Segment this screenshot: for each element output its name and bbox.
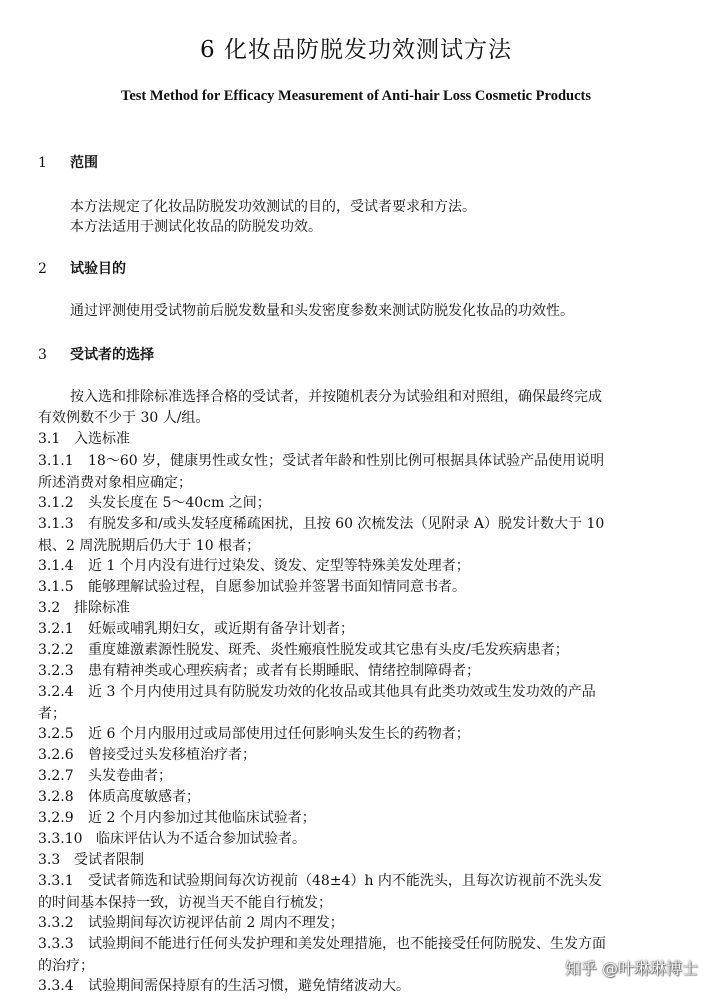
list-item-3-1-4 [38, 555, 678, 577]
section-number: 2 [38, 261, 47, 277]
section-3-intro-line-1: 按入选和排除标准选择合格的受试者，并按随机表分为试验组和对照组，确保最终完成 [70, 389, 602, 405]
list-item-3-3-10 [38, 828, 678, 850]
section-2-heading [38, 258, 126, 280]
item-number: 3.1.2 [38, 495, 74, 511]
item-number: 3.3.10 [38, 831, 83, 847]
item-text-line-1: 近 1 个月内没有进行过染发、烫发、定型等特殊美发处理者； [88, 558, 470, 574]
subsection-title: 入选标准 [74, 431, 130, 447]
item-text-line-2: 根、2 周洗脱期后仍大于 10 根者； [38, 538, 261, 554]
item-text-line-1: 体质高度敏感者； [88, 789, 200, 805]
section-1-paragraph-2: 本方法适用于测试化妆品的防脱发功效。 [70, 219, 322, 235]
item-text-line-2: 的时间基本保持一致，访视当天不能自行梳发； [38, 895, 332, 911]
list-item-3-2-8 [38, 786, 678, 808]
item-number: 3.3.2 [38, 915, 74, 931]
item-text-line-1: 受试者筛选和试验期间每次访视前（48±4）h 内不能洗头，且每次访视前不洗头发 [88, 873, 602, 889]
item-text-line-1: 头发长度在 5～40cm 之间； [88, 495, 271, 511]
section-2-paragraph: 通过评测使用受试物前后脱发数量和头发密度参数来测试防脱发化妆品的功效性。 [70, 303, 574, 319]
document-title-chinese: 6 化妆品防脱发功效测试方法 [200, 37, 512, 63]
list-item-3-2-7 [38, 765, 678, 787]
section-3-intro-line-2: 有效例数不少于 30 人/组。 [38, 410, 210, 426]
item-number: 3.2.6 [38, 747, 74, 763]
item-text-line-1: 18～60 岁，健康男性或女性；受试者年龄和性别比例可根据具体试验产品使用说明 [88, 453, 605, 469]
item-number: 3.2.9 [38, 810, 74, 826]
list-item-3-2-5 [38, 723, 678, 745]
document-title-english: Test Method for Efficacy Measurement of Anti-hair Loss Cosmetic Products [121, 88, 591, 104]
section-3-heading [38, 344, 154, 366]
item-text-line-1: 临床评估认为不适合参加试验者。 [96, 831, 306, 847]
subsection-title: 受试者限制 [74, 852, 144, 868]
item-text-line-2: 的治疗； [38, 958, 94, 974]
section-1-paragraph-1: 本方法规定了化妆品防脱发功效测试的目的，受试者要求和方法。 [70, 199, 476, 215]
list-item-3-2-6 [38, 744, 678, 766]
item-text-line-2: 所述消费对象相应确定； [38, 475, 192, 491]
item-text-line-1: 试验期间不能进行任何头发护理和美发处理措施，也不能接受任何防脱发、生发方面 [88, 936, 606, 952]
item-number: 3.2.7 [38, 768, 74, 784]
subsection-number: 3.3 [38, 852, 61, 868]
item-number: 3.3.3 [38, 936, 74, 952]
item-number: 3.2.1 [38, 621, 74, 637]
item-number: 3.1.5 [38, 579, 74, 595]
list-item-3-2-4 [38, 681, 678, 725]
item-text-line-1: 近 3 个月内使用过具有防脱发功效的化妆品或其他具有此类功效或生发功效的产品 [88, 684, 596, 700]
item-text-line-1: 能够理解试验过程，自愿参加试验并签署书面知情同意书者。 [88, 579, 466, 595]
item-number: 3.2.8 [38, 789, 74, 805]
list-item-3-1-2 [38, 492, 678, 514]
subsection-number: 3.2 [38, 600, 61, 616]
list-item-3-1-3 [38, 513, 678, 557]
section-title: 范围 [70, 155, 98, 171]
section-title: 试验目的 [70, 261, 126, 277]
item-number: 3.2.4 [38, 684, 74, 700]
item-text-line-1: 近 2 个月内参加过其他临床试验者； [88, 810, 316, 826]
list-item-3-2-2 [38, 639, 678, 661]
subsection-3-2-heading [38, 597, 130, 619]
list-item-3-1-1 [38, 450, 678, 494]
item-text-line-1: 试验期间需保持原有的生活习惯，避免情绪波动大。 [88, 978, 410, 994]
item-number: 3.3.4 [38, 978, 74, 994]
subsection-3-3-heading [38, 849, 144, 871]
section-number: 3 [38, 347, 47, 363]
subsection-3-1-heading [38, 428, 130, 450]
list-item-3-1-5 [38, 576, 678, 598]
list-item-3-3-1 [38, 870, 678, 914]
section-1-heading [38, 152, 98, 174]
list-item-3-2-3 [38, 660, 678, 682]
item-text-line-1: 头发卷曲者； [88, 768, 172, 784]
item-number: 3.1.3 [38, 516, 74, 532]
item-text-line-1: 重度雄激素源性脱发、斑秃、炎性瘢痕性脱发或其它患有头皮/毛发疾病患者； [88, 642, 569, 658]
item-text-line-1: 近 6 个月内服用过或局部使用过任何影响头发生长的药物者； [88, 726, 470, 742]
item-text-line-1: 试验期间每次访视评估前 2 周内不理发； [88, 915, 344, 931]
item-number: 3.3.1 [38, 873, 74, 889]
item-number: 3.2.3 [38, 663, 74, 679]
list-item-3-2-1 [38, 618, 678, 640]
subsection-number: 3.1 [38, 431, 61, 447]
section-number: 1 [38, 155, 47, 171]
item-text-line-1: 有脱发多和/或头发轻度稀疏困扰，且按 60 次梳发法（见附录 A）脱发计数大于 10 [88, 516, 605, 532]
section-title: 受试者的选择 [70, 347, 154, 363]
item-text-line-2: 者； [38, 706, 66, 722]
item-number: 3.2.5 [38, 726, 74, 742]
item-text-line-1: 患有精神类或心理疾病者；或者有长期睡眠、情绪控制障碍者； [88, 663, 480, 679]
list-item-3-2-9 [38, 807, 678, 829]
item-text-line-1: 曾接受过头发移植治疗者； [88, 747, 256, 763]
item-number: 3.1.4 [38, 558, 74, 574]
zhihu-watermark: 知乎 @叶琳琳博士 [564, 959, 698, 978]
item-number: 3.2.2 [38, 642, 74, 658]
subsection-title: 排除标准 [74, 600, 130, 616]
item-text-line-1: 妊娠或哺乳期妇女，或近期有备孕计划者； [88, 621, 354, 637]
item-number: 3.1.1 [38, 453, 74, 469]
list-item-3-3-2 [38, 912, 678, 934]
